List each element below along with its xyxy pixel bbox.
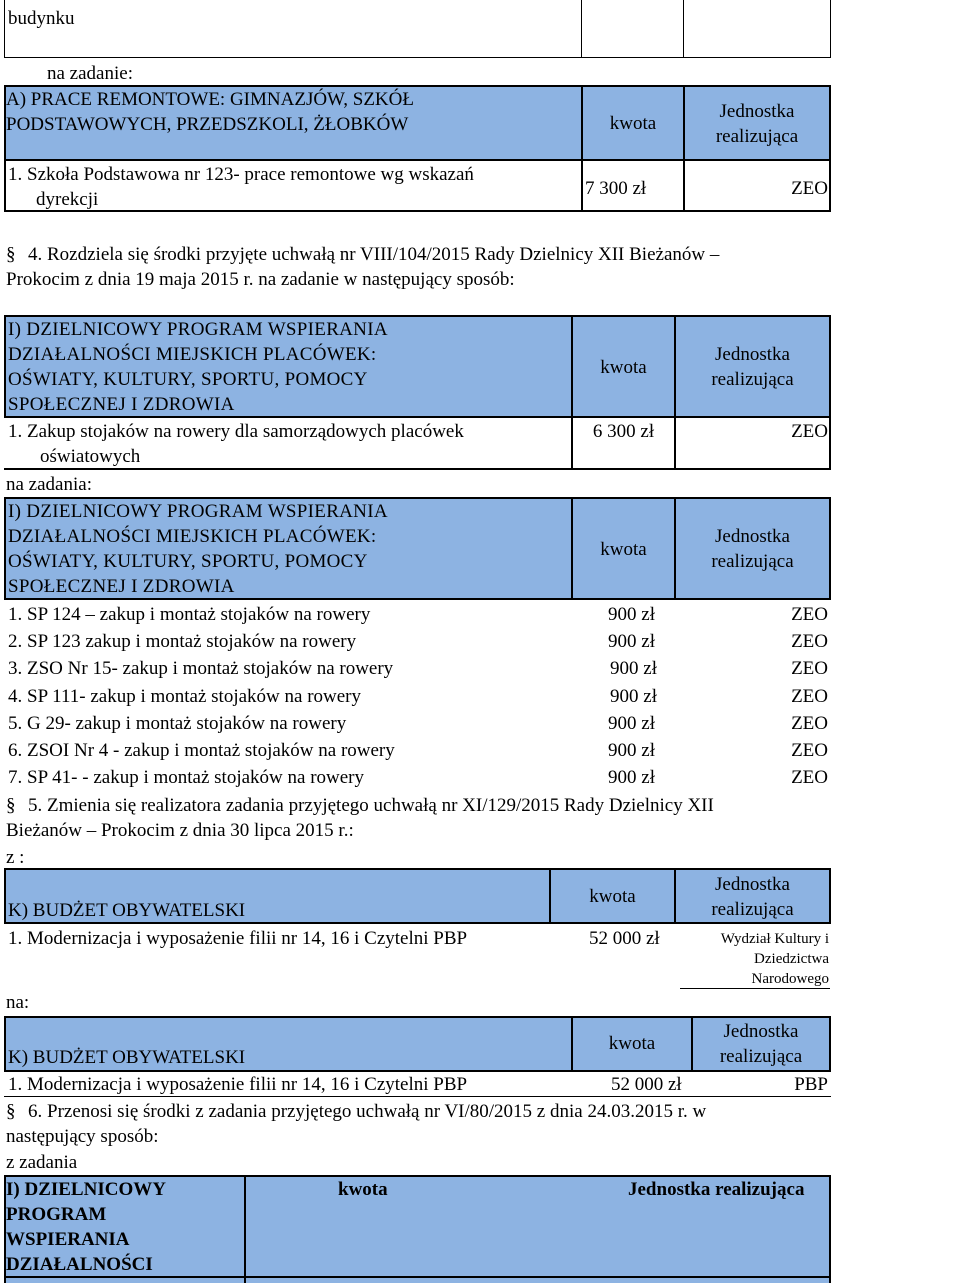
table-k-from-row-jedn-2: Dziedzictwa [754,951,829,967]
paragraph-6-line1: 6. Przenosi się środki z zadania przyjętego uchwałą nr VI/80/2015 z dnia 24.03.2015 r. w [28,1101,707,1122]
section-a-row-label-2: dyrekcji [36,189,99,210]
row-label: 7. SP 41- - zakup i montaż stojaków na rowery [8,767,364,788]
table-i-second-header-3: OŚWIATY, KULTURY, SPORTU, POMOCY [8,551,368,572]
table-i-second-col-kwota: kwota [600,539,647,560]
table-i-third-intro: z zadania [6,1152,78,1173]
table-i-first-header-1: I) DZIELNICOWY PROGRAM WSPIERANIA [8,319,388,340]
row-jedn: ZEO [791,686,828,707]
table-i-first-header-4: SPOŁECZNEJ I ZDROWIA [8,394,235,415]
table-i-second-header-1: I) DZIELNICOWY PROGRAM WSPIERANIA [8,501,388,522]
row-label: 4. SP 111- zakup i montaż stojaków na rowery [8,686,362,707]
section-a-row-label-1: 1. Szkoła Podstawowa nr 123- prace remontowe wg wskazań [8,164,474,185]
row-label: 3. ZSO Nr 15- zakup i montaż stojaków na rowery [8,658,394,679]
table-i-second-col-jedn-2: realizująca [711,551,794,572]
row-label: 6. ZSOI Nr 4 - zakup i montaż stojaków na rowery [8,740,395,761]
row-jedn: ZEO [791,631,828,652]
table-k-to-header: K) BUDŻET OBYWATELSKI [8,1047,246,1068]
table-k-to-col-jedn-1: Jednostka [723,1021,799,1042]
table-i-first-row-label-2: oświatowych [40,446,141,467]
section-a-header-line2: PODSTAWOWYCH, PRZEDSZKOLI, ŻŁOBKÓW [6,114,409,135]
section-a-col-jedn-1: Jednostka [719,101,795,122]
table-i-first-header-2: DZIAŁALNOŚCI MIEJSKICH PLACÓWEK: [8,344,377,365]
table-k-from-row-kwota: 52 000 zł [589,928,660,949]
table-k-to-col-jedn-2: realizująca [719,1046,803,1067]
table-k-from-row-label: 1. Modernizacja i wyposażenie filii nr 14, 16 i Czytelni PBP [8,928,468,949]
paragraph-4-line1: 4. Rozdziela się środki przyjęte uchwałą nr VIII/104/2015 Rady Dzielnicy XII Bieżanów – [28,244,720,265]
row-kwota: 900 zł [608,740,655,761]
section-sign: § [6,244,16,265]
row-kwota: 900 zł [608,713,655,734]
table-k-from-row-jedn-3: Narodowego [751,971,829,987]
paragraph-6-line2: następujący sposób: [6,1126,159,1147]
table-k-to-row-kwota: 52 000 zł [611,1074,682,1095]
table-k-to-col-kwota: kwota [608,1033,656,1054]
table-k-from-col-jedn-1: Jednostka [715,874,790,895]
table-k-from-header: K) BUDŻET OBYWATELSKI [8,900,246,921]
table-k-to-row-label: 1. Modernizacja i wyposażenie filii nr 14, 16 i Czytelni PBP [8,1074,468,1095]
section-sign: § [6,795,16,816]
paragraph-5-line1: 5. Zmienia się realizatora zadania przyjętego uchwałą nr XI/129/2015 Rady Dzielnicy XII [28,795,714,816]
row-kwota: 900 zł [610,686,657,707]
row-kwota: 900 zł [608,604,655,625]
row-label: 2. SP 123 zakup i montaż stojaków na rowery [8,631,357,652]
table-i-second-header-2: DZIAŁALNOŚCI MIEJSKICH PLACÓWEK: [8,526,377,547]
section-a-row-jedn: ZEO [791,178,828,199]
table-k-from-row-jedn-1: Wydział Kultury i [720,931,829,947]
top-table-cell: budynku [8,8,75,29]
row-jedn: ZEO [791,740,828,761]
table-i-third-header-4: DZIAŁALNOŚCI [6,1254,153,1275]
table-k-from-col-jedn-2: realizująca [711,899,794,920]
row-jedn: ZEO [791,658,828,679]
table-i-second-col-jedn-1: Jednostka [715,526,790,547]
table-i-first-row-kwota: 6 300 zł [592,421,655,442]
row-jedn: ZEO [791,767,828,788]
table-i-third-col-jedn: Jednostka realizująca [628,1179,805,1200]
table-i-second-header-4: SPOŁECZNEJ I ZDROWIA [8,576,235,597]
paragraph-5-line2: Bieżanów – Prokocim z dnia 30 lipca 2015 r.: [6,820,354,841]
table-i-first-header-3: OŚWIATY, KULTURY, SPORTU, POMOCY [8,369,368,390]
row-kwota: 900 zł [608,631,655,652]
table-i-first-col-jedn-2: realizująca [711,369,794,390]
table-i-third-col-kwota: kwota [338,1179,388,1200]
row-label: 1. SP 124 – zakup i montaż stojaków na rowery [8,604,371,625]
table-i-third-header-3: WSPIERANIA [6,1229,130,1250]
table-i-first-col-kwota: kwota [600,357,647,378]
table-i-first-row-label-1: 1. Zakup stojaków na rowery dla samorządowych placówek [8,421,464,442]
section-a-row-kwota: 7 300 zł [585,178,647,199]
row-jedn: ZEO [791,604,828,625]
table-i-first-row-jedn: ZEO [791,421,828,442]
table-i-third-header-1: I) DZIELNICOWY [6,1179,166,1200]
row-kwota: 900 zł [610,658,657,679]
section-a-intro: na zadanie: [47,63,133,84]
section-a-col-kwota: kwota [609,113,657,134]
section-a-header-line1: A) PRACE REMONTOWE: GIMNAZJÓW, SZKÓŁ [6,89,414,110]
table-k-from-col-kwota: kwota [589,886,636,907]
table-k-from-intro: z : [6,847,25,868]
table-i-second-intro: na zadania: [6,474,92,495]
table-i-third-header-2: PROGRAM [6,1204,107,1225]
section-a-col-jedn-2: realizująca [715,126,799,147]
table-i-first-col-jedn-1: Jednostka [715,344,790,365]
table-k-to-intro: na: [6,992,30,1013]
row-label: 5. G 29- zakup i montaż stojaków na rowery [8,713,347,734]
section-sign: § [6,1101,16,1122]
row-kwota: 900 zł [608,767,655,788]
paragraph-4-line2: Prokocim z dnia 19 maja 2015 r. na zadanie w następujący sposób: [6,269,515,290]
table-k-to-row-jedn: PBP [794,1074,828,1095]
row-jedn: ZEO [791,713,828,734]
